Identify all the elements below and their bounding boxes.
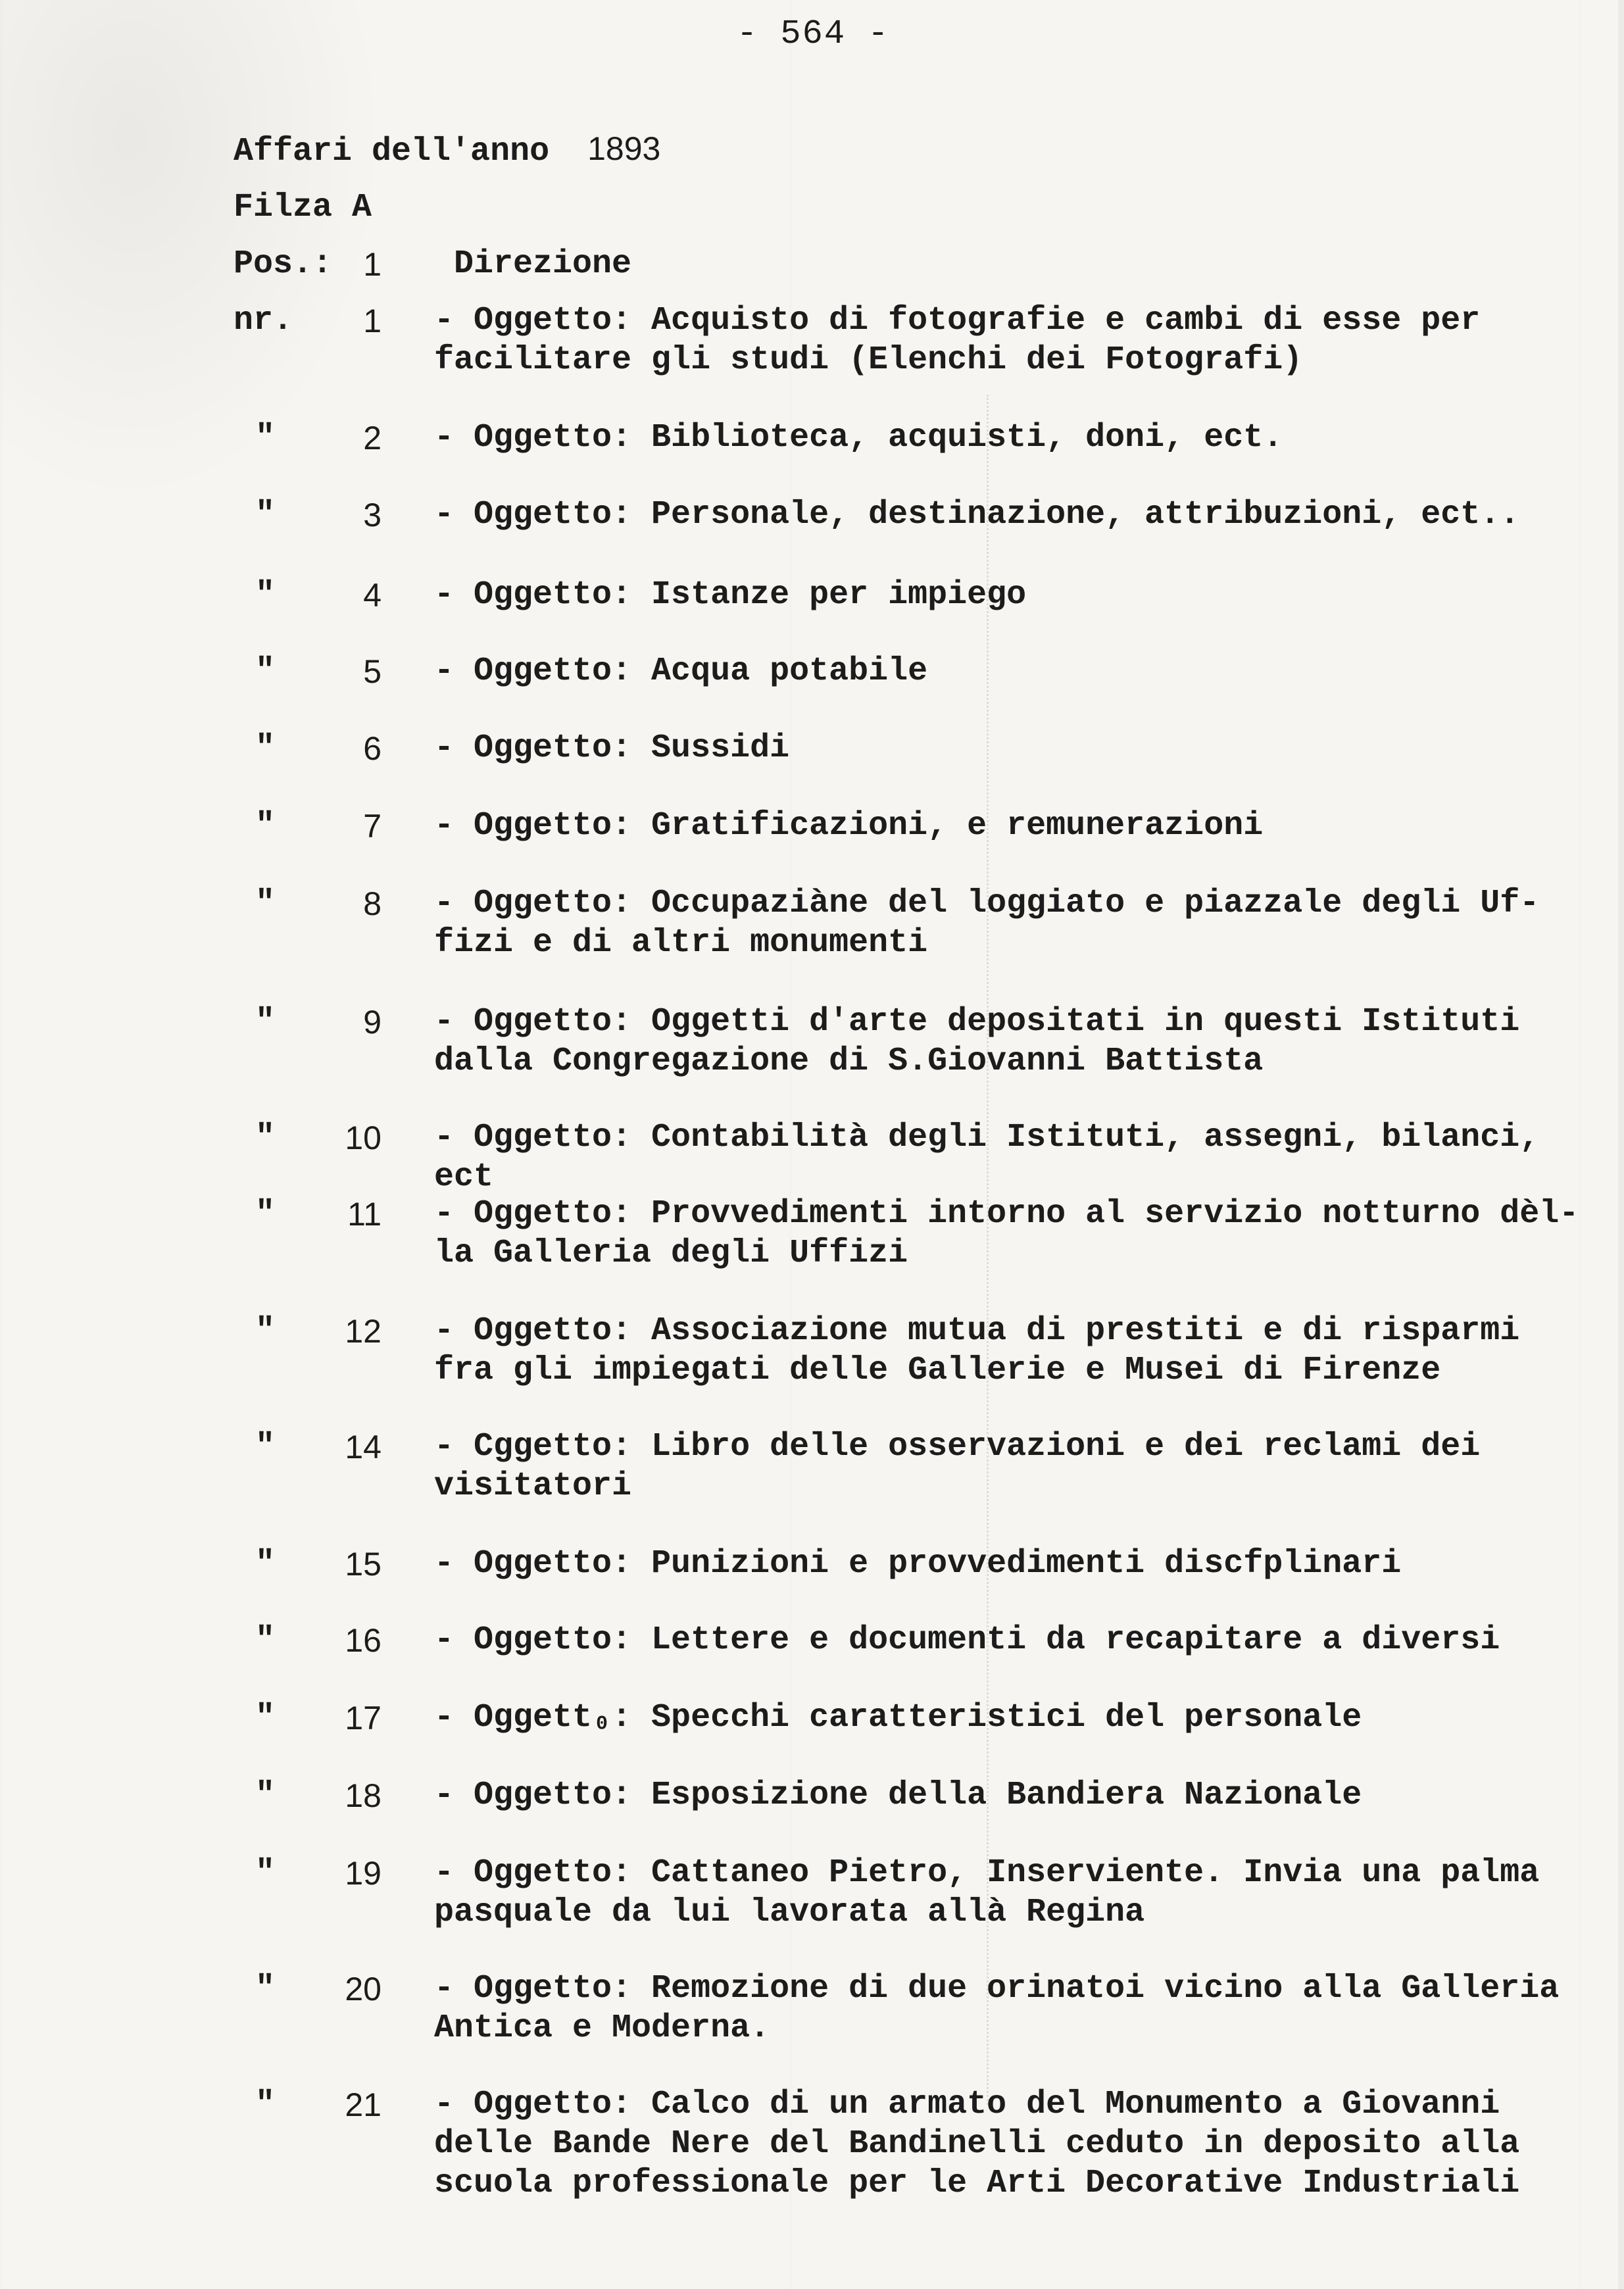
- ditto-mark: ": [255, 496, 276, 533]
- entry-text: - Oggetto: Occupaziàne del loggiato e piazzale degli Uf- fizi e di altri monumenti: [434, 885, 1540, 962]
- nr-label: nr.: [234, 302, 293, 339]
- entry-number: 11: [347, 1196, 381, 1233]
- entry-text: - Oggetto: Punizioni e provvedimenti discfplinari: [434, 1545, 1402, 1583]
- ditto-mark: ": [255, 1003, 276, 1041]
- entry-text: - Cggetto: Libro delle osservazioni e dei reclami dei visitatori: [434, 1428, 1481, 1505]
- entry-number: 5: [363, 653, 381, 690]
- entry-text: - Oggetto: Gratificazioni, e remunerazioni: [434, 807, 1264, 845]
- ditto-mark: ": [255, 419, 276, 456]
- entry-number: 1: [363, 303, 381, 339]
- pos-number: 1: [363, 246, 381, 283]
- entry-text: - Oggetto: Istanze per impiego: [434, 576, 1027, 614]
- ditto-mark: ": [255, 1970, 276, 2007]
- ditto-mark: ": [255, 652, 276, 690]
- entry-text: - Oggett₀: Specchi caratteristici del personale: [434, 1699, 1362, 1736]
- entry-text: - Oggetto: Provvedimenti intorno al servizio notturno dèl- la Galleria degli Uffizi: [434, 1195, 1579, 1272]
- entry-number: 2: [363, 420, 381, 456]
- ditto-mark: ": [255, 1195, 276, 1233]
- entry-number: 20: [345, 1971, 381, 2007]
- entry-number: 18: [345, 1777, 381, 1814]
- ditto-mark: ": [255, 1312, 276, 1350]
- entry-text: - Oggetto: Esposizione della Bandiera Nazionale: [434, 1777, 1362, 1814]
- ditto-mark: ": [255, 576, 276, 614]
- ditto-mark: ": [255, 1621, 276, 1659]
- entry-number: 21: [345, 2086, 381, 2123]
- entry-text: - Oggetto: Oggetti d'arte depositati in questi Istituti dalla Congregazione di S.Giovanni Battista: [434, 1003, 1520, 1080]
- ditto-mark: ": [255, 1119, 276, 1156]
- entry-number: 15: [345, 1546, 381, 1583]
- entry-number: 17: [345, 1700, 381, 1736]
- entry-number: 14: [345, 1429, 381, 1465]
- entry-text: - Oggetto: Contabilità degli Istituti, assegni, bilanci, ect: [434, 1119, 1560, 1196]
- entry-text: - Oggetto: Remozione di due orinatoi vicino alla Galleria Antica e Moderna.: [434, 1970, 1560, 2047]
- ditto-mark: ": [255, 807, 276, 845]
- entry-text: - Oggetto: Sussidi: [434, 729, 790, 767]
- ditto-mark: ": [255, 1545, 276, 1583]
- binding-edge: [1618, 0, 1624, 2289]
- entry-text: - Oggetto: Lettere e documenti da recapitare a diversi: [434, 1621, 1500, 1659]
- affari-line: [234, 129, 660, 172]
- ditto-mark: ": [255, 885, 276, 922]
- ditto-mark: ": [255, 1777, 276, 1814]
- filza-label: Filza A: [234, 189, 372, 226]
- section-title: Direzione: [454, 245, 632, 283]
- entry-number: 19: [345, 1855, 381, 1892]
- page-number: - 564 -: [737, 14, 890, 53]
- entry-text: - Oggetto: Biblioteca, acquisti, doni, ect.: [434, 419, 1283, 456]
- entry-number: 16: [345, 1622, 381, 1659]
- entry-number: 3: [363, 497, 381, 533]
- pos-label: Pos.:: [234, 245, 333, 283]
- entry-text: - Oggetto: Personale, destinazione, attribuzioni, ect..: [434, 496, 1520, 533]
- entry-number: 12: [345, 1313, 381, 1350]
- entry-number: 7: [363, 808, 381, 845]
- ditto-mark: ": [255, 1428, 276, 1465]
- entry-text: - Oggetto: Acqua potabile: [434, 652, 928, 690]
- ditto-mark: ": [255, 729, 276, 767]
- affari-label: Affari dell'anno: [234, 133, 550, 170]
- ditto-mark: ": [255, 1854, 276, 1892]
- entry-number: 10: [345, 1120, 381, 1156]
- year: 1893: [587, 130, 661, 167]
- entry-number: 4: [363, 577, 381, 614]
- ditto-mark: ": [255, 2086, 276, 2123]
- entry-text: - Oggetto: Cattaneo Pietro, Inserviente. Invia una palma pasquale da lui lavorata allà Regina: [434, 1854, 1540, 1931]
- entry-text: - Oggetto: Associazione mutua di prestiti e di risparmi fra gli impiegati delle Gallerie e Musei di Firenze: [434, 1312, 1520, 1389]
- entry-number: 6: [363, 730, 381, 767]
- entry-text: - Oggetto: Calco di un armato del Monumento a Giovanni delle Bande Nere del Bandinelli ceduto in deposito alla scuola professionale per le Arti Decorative Industriali: [434, 2086, 1520, 2202]
- entry-text: - Oggetto: Acquisto di fotografie e cambi di esse per facilitare gli studi (Elenchi dei Fotografi): [434, 302, 1481, 379]
- entry-number: 9: [363, 1004, 381, 1041]
- entry-number: 8: [363, 885, 381, 922]
- ditto-mark: ": [255, 1699, 276, 1736]
